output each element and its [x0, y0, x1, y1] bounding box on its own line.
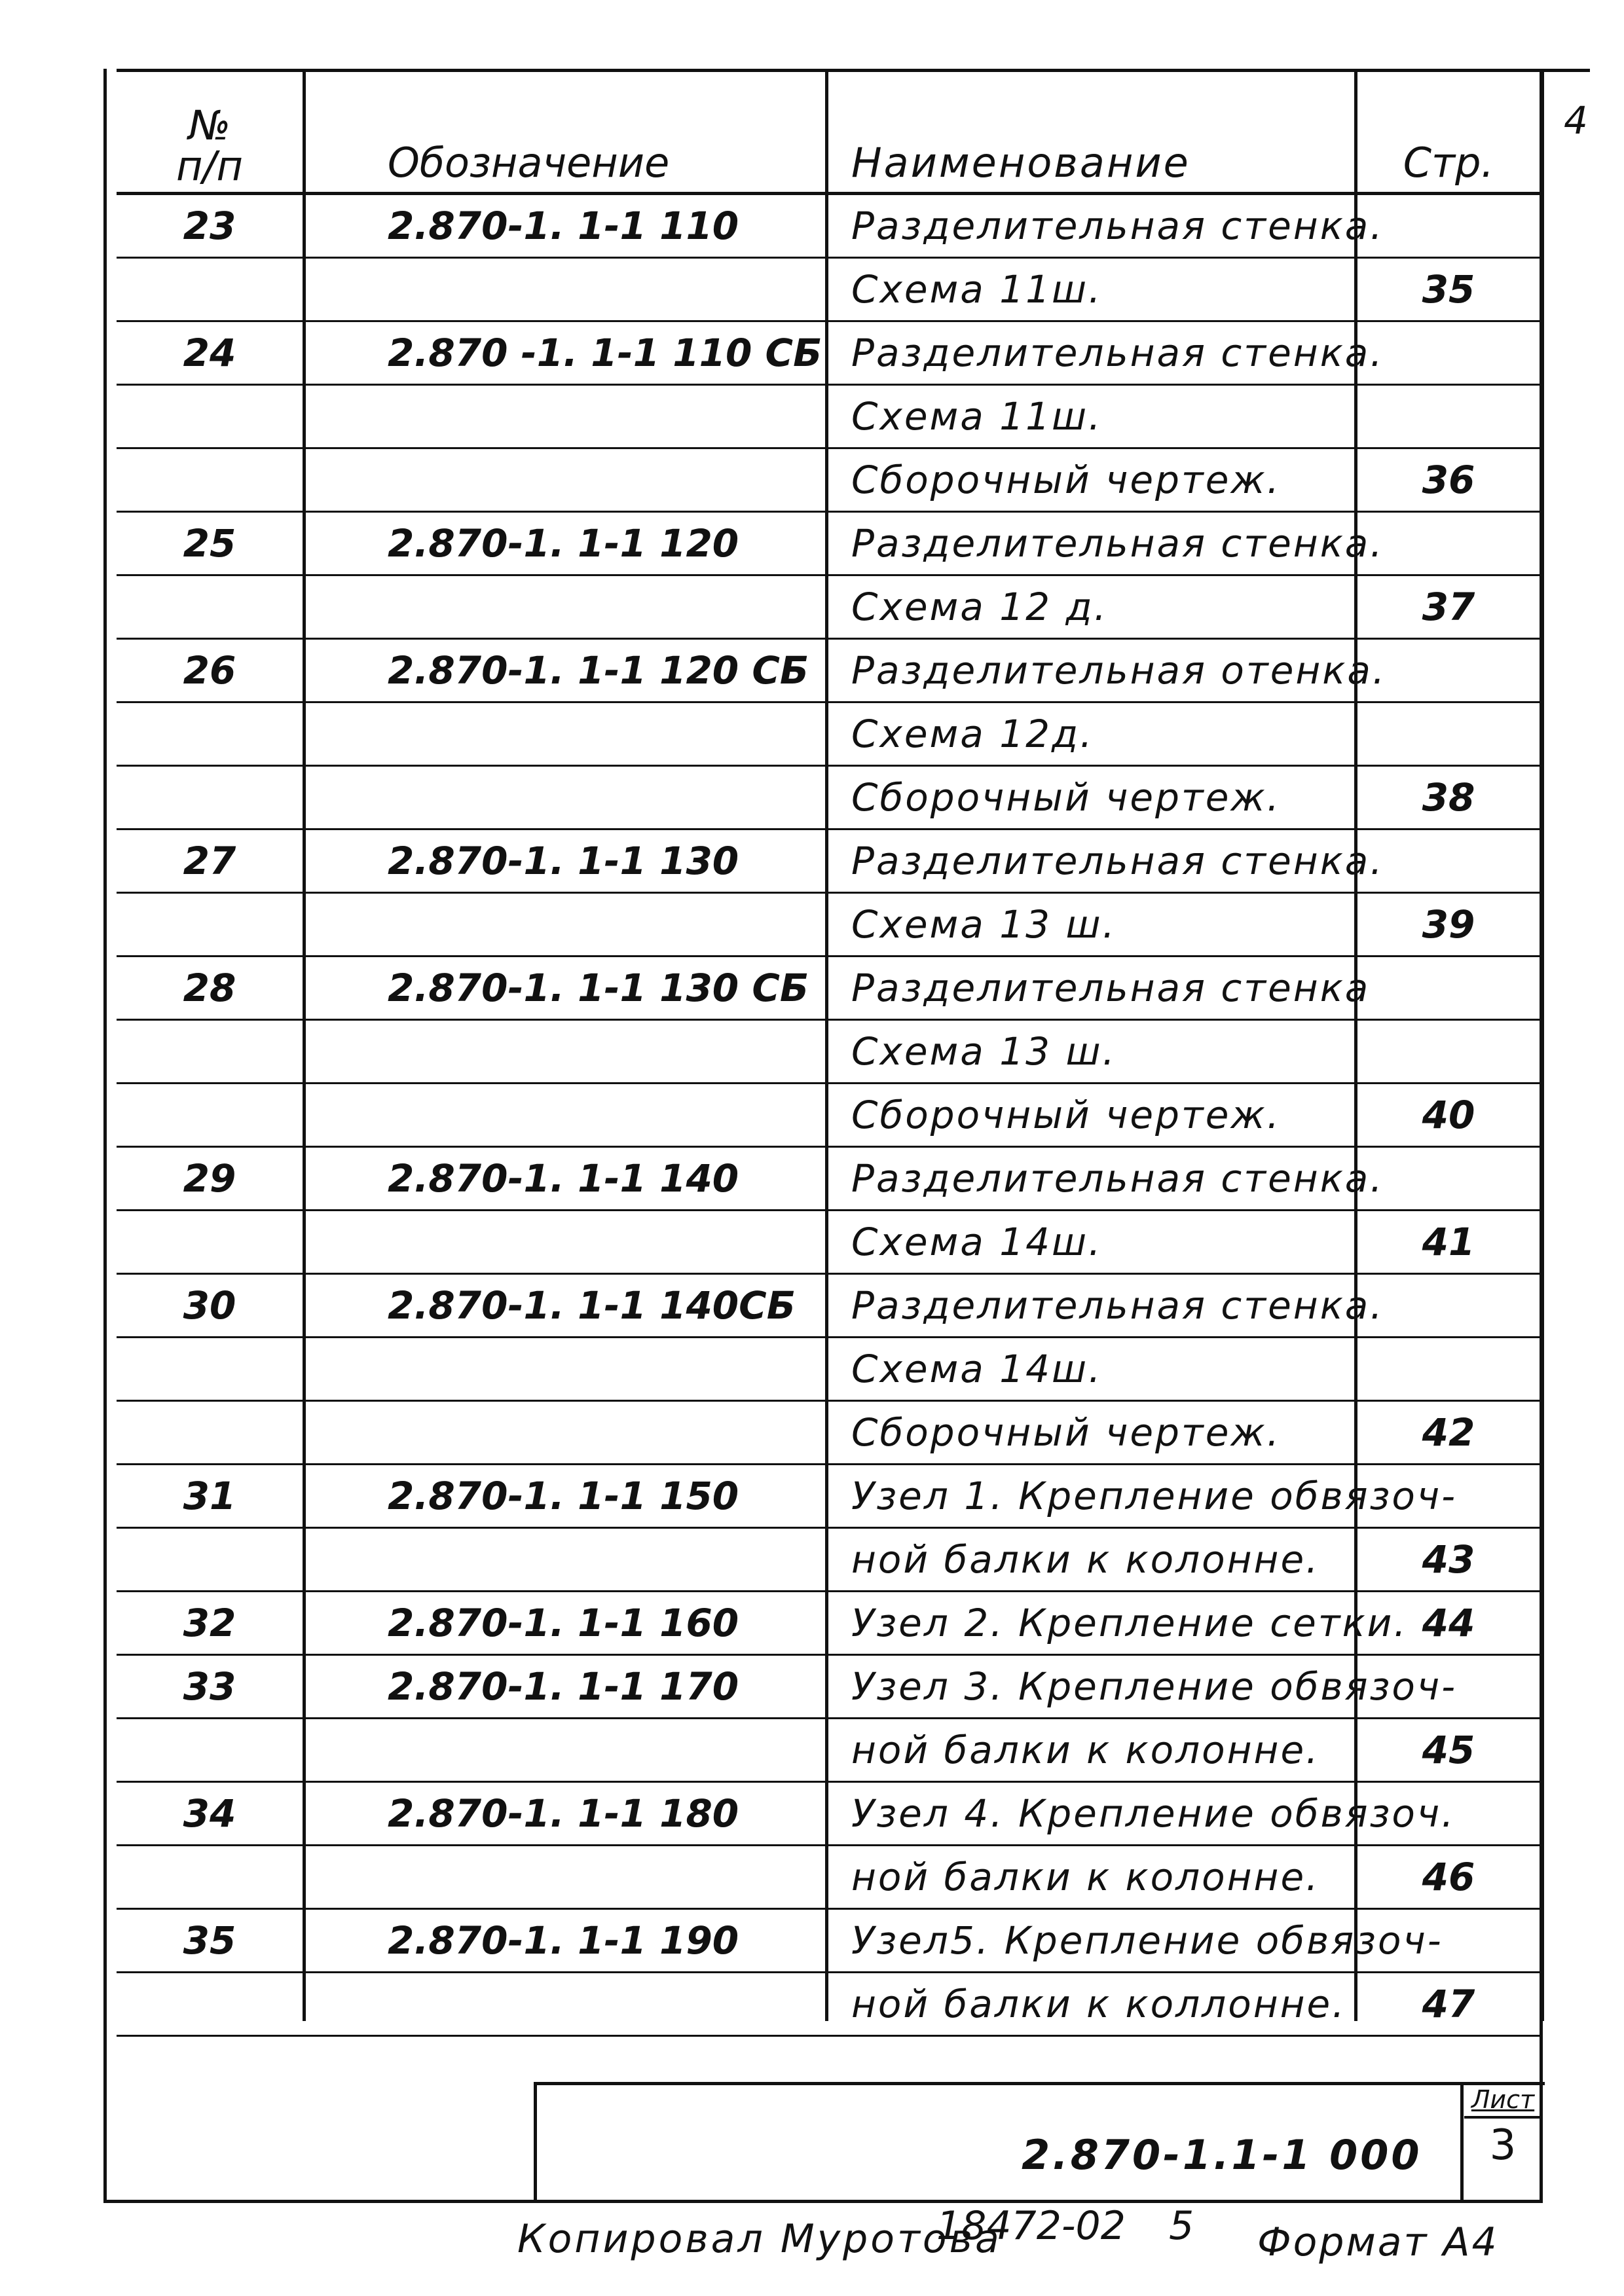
table-row	[117, 385, 1543, 448]
row-page: 36	[1354, 448, 1543, 512]
row-designation: 2.870-1. 1-1 150	[303, 1465, 825, 1528]
row-page	[1354, 385, 1543, 448]
row-name: ной балки к колонне.	[825, 1528, 1354, 1592]
row-page: 43	[1354, 1528, 1543, 1592]
row-page: 39	[1354, 893, 1543, 957]
table-row	[117, 194, 1543, 258]
row-number: 25	[117, 512, 303, 575]
table-row	[117, 1909, 1543, 1973]
row-designation	[303, 1020, 825, 1084]
row-name: Схема 11ш.	[825, 385, 1354, 448]
row-number	[117, 702, 303, 766]
row-designation	[303, 448, 825, 512]
header-name: Наименование	[825, 69, 1354, 194]
row-designation: 2.870 -1. 1-1 110 СБ	[303, 321, 825, 385]
table-row	[117, 575, 1543, 639]
row-designation: 2.870-1. 1-1 180	[303, 1782, 825, 1846]
row-name: Узел 2. Крепление сетки.	[825, 1592, 1354, 1655]
row-name: Узел5. Крепление обвязоч-	[825, 1909, 1354, 1973]
row-number	[117, 1211, 303, 1274]
row-designation: 2.870-1. 1-1 140	[303, 1147, 825, 1211]
row-number: 23	[117, 194, 303, 258]
row-designation: 2.870-1. 1-1 130 СБ	[303, 957, 825, 1020]
row-number: 33	[117, 1655, 303, 1719]
row-name: Схема 14ш.	[825, 1211, 1354, 1274]
row-page: 35	[1354, 258, 1543, 321]
table-row	[117, 1084, 1543, 1147]
row-number	[117, 1528, 303, 1592]
row-name: Разделительная стенка.	[825, 512, 1354, 575]
table-header-row	[117, 69, 1543, 194]
table-row	[117, 321, 1543, 385]
row-number	[117, 258, 303, 321]
row-number	[117, 1338, 303, 1401]
row-name: Сборочный чертеж.	[825, 1401, 1354, 1465]
row-name: Разделительная стенка	[825, 957, 1354, 1020]
footer-order-number: 18472-02	[936, 2203, 1126, 2249]
row-name: ной балки к колонне.	[825, 1719, 1354, 1782]
row-page: 42	[1354, 1401, 1543, 1465]
table-row	[117, 512, 1543, 575]
row-designation	[303, 893, 825, 957]
row-designation	[303, 1401, 825, 1465]
table-row	[117, 1211, 1543, 1274]
row-name: Схема 12 д.	[825, 575, 1354, 639]
table-body	[117, 194, 1543, 2036]
row-name: Сборочный чертеж.	[825, 448, 1354, 512]
row-number	[117, 385, 303, 448]
table-row	[117, 1719, 1543, 1782]
row-number	[117, 1846, 303, 1909]
row-designation: 2.870-1. 1-1 120 СБ	[303, 639, 825, 702]
table-row	[117, 1973, 1543, 2036]
table-row	[117, 1338, 1543, 1401]
row-name: Схема 14ш.	[825, 1338, 1354, 1401]
row-designation: 2.870-1. 1-1 140СБ	[303, 1274, 825, 1338]
row-number	[117, 1020, 303, 1084]
row-name: Сборочный чертеж.	[825, 766, 1354, 829]
row-number: 29	[117, 1147, 303, 1211]
table-row	[117, 1655, 1543, 1719]
row-number: 24	[117, 321, 303, 385]
page-corner-number: 4	[1564, 98, 1588, 143]
row-page: 37	[1354, 575, 1543, 639]
row-name: Разделительная стенка.	[825, 1274, 1354, 1338]
table-row	[117, 1592, 1543, 1655]
row-name: ной балки к коллонне.	[825, 1973, 1354, 2036]
row-number	[117, 893, 303, 957]
row-number	[117, 766, 303, 829]
header-designation: Обозначение	[303, 69, 825, 194]
row-designation: 2.870-1. 1-1 160	[303, 1592, 825, 1655]
table-row	[117, 1147, 1543, 1211]
row-designation	[303, 766, 825, 829]
row-designation	[303, 1973, 825, 2036]
row-designation	[303, 258, 825, 321]
row-number: 32	[117, 1592, 303, 1655]
row-designation: 2.870-1. 1-1 120	[303, 512, 825, 575]
header-number	[117, 69, 303, 194]
row-number	[117, 1719, 303, 1782]
row-number: 31	[117, 1465, 303, 1528]
row-designation: 2.870-1. 1-1 170	[303, 1655, 825, 1719]
row-designation	[303, 385, 825, 448]
table-row	[117, 1528, 1543, 1592]
row-name: Узел 1. Крепление обвязоч-	[825, 1465, 1354, 1528]
footer-format: Формат А4	[1257, 2219, 1499, 2265]
row-designation	[303, 1719, 825, 1782]
row-page	[1354, 1020, 1543, 1084]
footer-copies: 5	[1169, 2203, 1194, 2249]
table-row	[117, 1274, 1543, 1338]
row-number	[117, 575, 303, 639]
document-code: 2.870-1.1-1 000	[1022, 2131, 1422, 2179]
table-row	[117, 1846, 1543, 1909]
row-number: 30	[117, 1274, 303, 1338]
row-designation: 2.870-1. 1-1 110	[303, 194, 825, 258]
row-number	[117, 1084, 303, 1147]
table-row	[117, 258, 1543, 321]
row-designation	[303, 1528, 825, 1592]
row-designation	[303, 1084, 825, 1147]
row-designation: 2.870-1. 1-1 190	[303, 1909, 825, 1973]
row-designation	[303, 1846, 825, 1909]
header-number-sign: №	[188, 101, 231, 149]
row-number	[117, 448, 303, 512]
sheet-label: Лист	[1464, 2085, 1541, 2119]
row-page	[1354, 702, 1543, 766]
row-designation: 2.870-1. 1-1 130	[303, 829, 825, 893]
table-row	[117, 957, 1543, 1020]
row-name: Схема 13 ш.	[825, 1020, 1354, 1084]
row-page: 46	[1354, 1846, 1543, 1909]
row-number	[117, 1973, 303, 2036]
row-number: 27	[117, 829, 303, 893]
row-number: 26	[117, 639, 303, 702]
row-page: 47	[1354, 1973, 1543, 2036]
row-page: 38	[1354, 766, 1543, 829]
row-number: 28	[117, 957, 303, 1020]
table-row	[117, 1020, 1543, 1084]
row-page: 41	[1354, 1211, 1543, 1274]
row-name: Разделительная стенка.	[825, 829, 1354, 893]
specification-table	[117, 69, 1543, 2037]
table-row	[117, 448, 1543, 512]
table-row	[117, 766, 1543, 829]
row-name: Узел 4. Крепление обвязоч.	[825, 1782, 1354, 1846]
table-row	[117, 1401, 1543, 1465]
table-row	[117, 639, 1543, 702]
table-row	[117, 893, 1543, 957]
row-name: Разделительная стенка.	[825, 194, 1354, 258]
row-name: Разделительная отенка.	[825, 639, 1354, 702]
row-page: 44	[1354, 1592, 1543, 1655]
row-name: Сборочный чертеж.	[825, 1084, 1354, 1147]
row-page	[1354, 1338, 1543, 1401]
table-row	[117, 702, 1543, 766]
row-page	[1354, 957, 1543, 1020]
row-name: Разделительная стенка.	[825, 1147, 1354, 1211]
row-name: Схема 12д.	[825, 702, 1354, 766]
row-name: Разделительная стенка.	[825, 321, 1354, 385]
row-name: Схема 13 ш.	[825, 893, 1354, 957]
row-number	[117, 1401, 303, 1465]
footer-copied-by: Копировал Муротова	[517, 2216, 1002, 2262]
row-designation	[303, 1211, 825, 1274]
row-designation	[303, 1338, 825, 1401]
row-number: 35	[117, 1909, 303, 1973]
sheet-number: 3	[1489, 2121, 1517, 2170]
row-designation	[303, 702, 825, 766]
table-row	[117, 1782, 1543, 1846]
row-page: 45	[1354, 1719, 1543, 1782]
table-row	[117, 829, 1543, 893]
row-number: 34	[117, 1782, 303, 1846]
header-page: Стр.	[1354, 69, 1543, 194]
row-designation	[303, 575, 825, 639]
table-row	[117, 1465, 1543, 1528]
row-page: 40	[1354, 1084, 1543, 1147]
row-name: ной балки к колонне.	[825, 1846, 1354, 1909]
header-number-pp: п/п	[176, 142, 243, 190]
row-name: Схема 11ш.	[825, 258, 1354, 321]
row-name: Узел 3. Крепление обвязоч-	[825, 1655, 1354, 1719]
